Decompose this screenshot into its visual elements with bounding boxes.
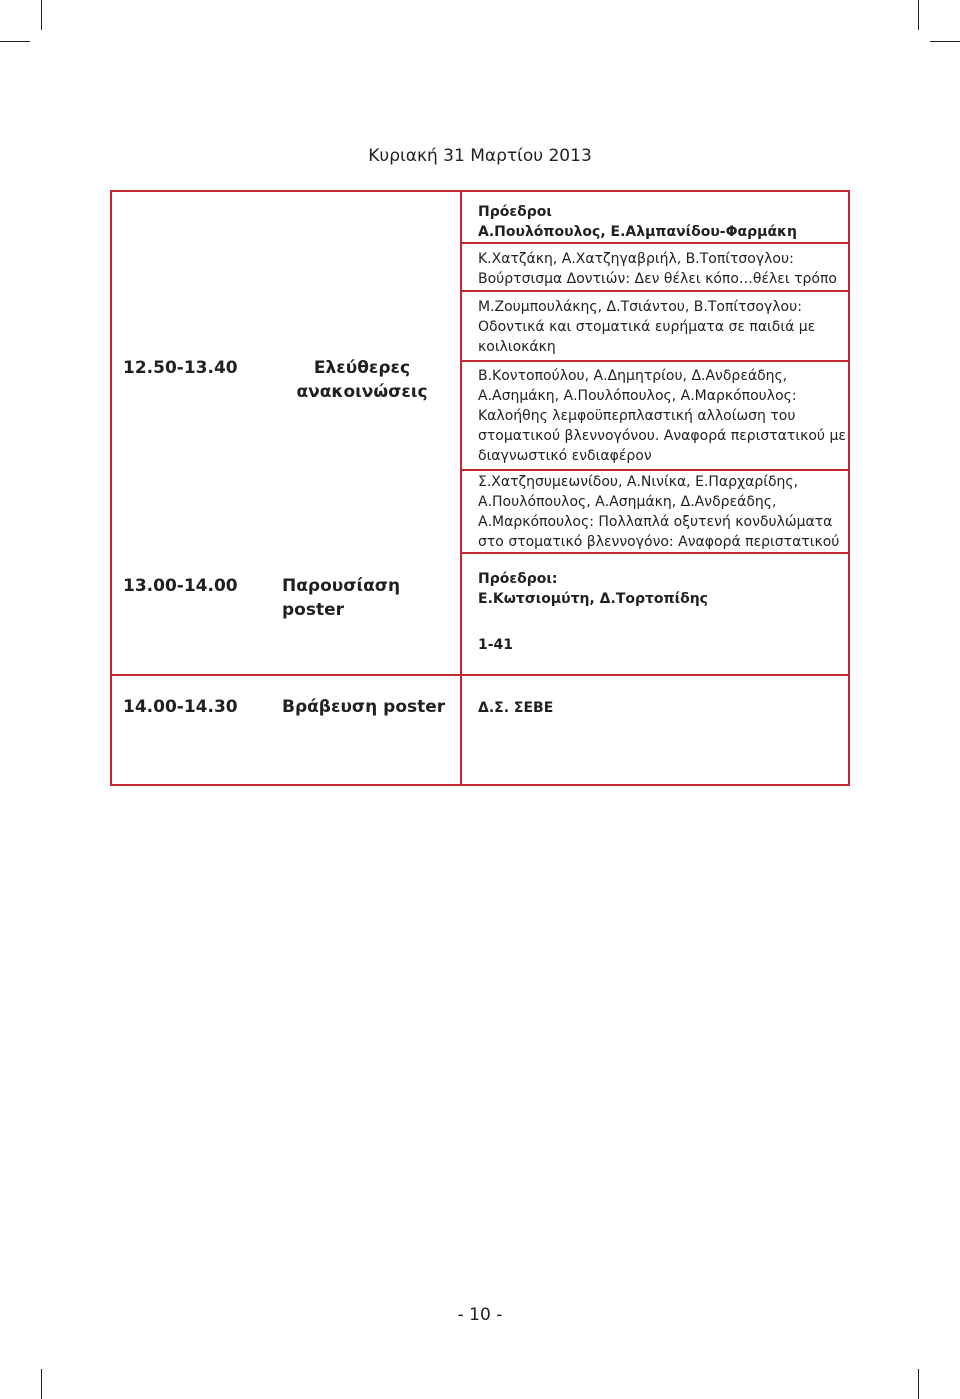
talk-line: Βούρτσισμα Δοντιών: Δεν θέλει κόπο…θέλει τρόπο: [478, 271, 837, 287]
session-label-line: Παρουσίαση: [282, 576, 401, 596]
column-divider: [460, 192, 462, 676]
crop-mark: [918, 1369, 919, 1399]
talk-cell: [478, 472, 839, 552]
award-organizer: Δ.Σ. ΣΕΒΕ: [478, 700, 554, 716]
session-label: [272, 356, 452, 404]
chairs-title: Πρόεδροι:: [478, 571, 558, 587]
talk-line: Β.Κοντοπούλου, Α.Δημητρίου, Δ.Ανδρεάδης,: [478, 368, 788, 384]
page-date: Κυριακή 31 Μαρτίου 2013: [368, 146, 592, 166]
session-time: 14.00-14.30: [123, 697, 238, 717]
crop-mark: [41, 0, 42, 30]
chairs-cell: [478, 202, 797, 242]
schedule-table: [110, 190, 850, 786]
chairs-title: Πρόεδροι: [478, 204, 552, 220]
row-divider: [112, 674, 848, 676]
session-time: 13.00-14.00: [123, 576, 238, 596]
row-divider: [462, 469, 850, 471]
session-label-line: Ελεύθερες: [313, 358, 411, 378]
talk-line: κοιλιοκάκη: [478, 339, 556, 355]
talk-line: Σ.Χατζησυμεωνίδου, Α.Νινίκα, Ε.Παρχαρίδης,: [478, 474, 799, 490]
row-divider: [462, 242, 850, 244]
session-label: [282, 574, 400, 622]
talk-line: Α.Πουλόπουλος, Α.Ασημάκη, Δ.Ανδρεάδης,: [478, 494, 777, 510]
talk-line: Α.Ασημάκη, Α.Πουλόπουλος, Α.Μαρκόπουλος:: [478, 388, 797, 404]
talk-line: Κ.Χατζάκη, Α.Χατζηγαβριήλ, Β.Τοπίτσογλου:: [478, 251, 794, 267]
poster-range: [478, 635, 513, 655]
poster-range-text: 1-41: [478, 637, 514, 653]
talk-line: Μ.Ζουμπουλάκης, Δ.Τσιάντου, Β.Τοπίτσογλου:: [478, 299, 802, 315]
chairs-names: Α.Πουλόπουλος, Ε.Αλμπανίδου-Φαρμάκη: [478, 224, 797, 240]
row-divider: [462, 360, 850, 362]
talk-cell: [478, 366, 846, 466]
talk-line: στο στοματικό βλεννογόνο: Αναφορά περιστατικού: [478, 534, 840, 550]
session-time: 12.50-13.40: [123, 358, 238, 378]
crop-mark: [0, 41, 30, 42]
chairs-cell: [478, 569, 708, 609]
session-label: Βράβευση poster: [282, 697, 446, 717]
talk-line: Α.Μαρκόπουλος: Πολλαπλά οξυτενή κονδυλώματα: [478, 514, 833, 530]
talk-line: Οδοντικά και στοματικά ευρήματα σε παιδιά με: [478, 319, 816, 335]
page-number: - 10 -: [457, 1305, 503, 1325]
chairs-names: Ε.Κωτσιομύτη, Δ.Τορτοπίδης: [478, 591, 708, 607]
crop-mark: [918, 0, 919, 30]
row-divider: [462, 290, 850, 292]
talk-line: Καλοήθης λεμφοϋπερπλαστική αλλοίωση του: [478, 408, 796, 424]
crop-mark: [930, 41, 960, 42]
session-label-line: poster: [282, 600, 345, 620]
session-label-line: ανακοινώσεις: [296, 382, 428, 402]
talk-line: στοματικού βλεννογόνου. Αναφορά περιστατικού με: [478, 428, 846, 444]
crop-mark: [41, 1369, 42, 1399]
column-divider: [460, 676, 462, 784]
talk-cell: [478, 249, 837, 289]
talk-line: διαγνωστικό ενδιαφέρον: [478, 448, 652, 464]
award-cell: [478, 698, 553, 718]
row-divider: [462, 552, 850, 554]
talk-cell: [478, 297, 815, 357]
